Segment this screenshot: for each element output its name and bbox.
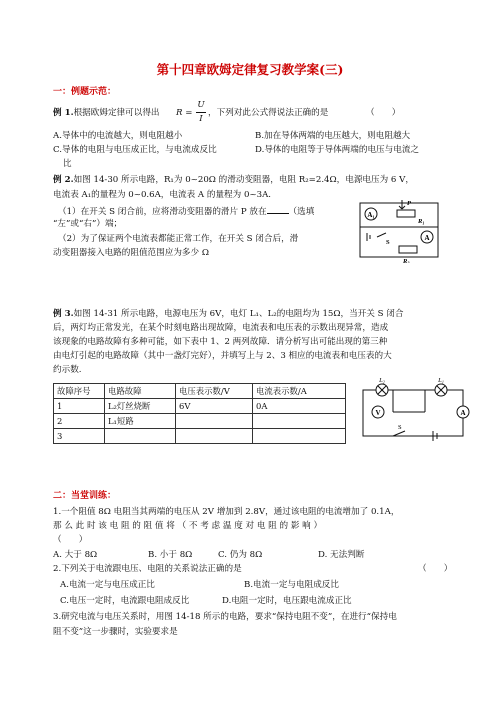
- table-row: [54, 399, 346, 414]
- table-cell: 6V: [176, 399, 253, 414]
- table-header-cell: 电压表示数/V: [176, 384, 253, 399]
- table-cell: 0A: [253, 399, 346, 414]
- option-a: A.导体中的电流越大，则电阻越小: [53, 131, 183, 141]
- lamp-l1-label: L₁: [438, 378, 444, 384]
- page-title: 第十四章欧姆定律复习教学案(三): [156, 62, 344, 77]
- circuit-diagram-14-30: [355, 197, 445, 263]
- lamp-l2-label: L₂: [379, 378, 385, 384]
- fault-table: [53, 383, 346, 444]
- table-cell: [176, 414, 253, 429]
- section-heading-examples: 一：例题示范：: [53, 87, 117, 97]
- table-row: [54, 429, 346, 444]
- question-1-bracket: （ ）: [53, 535, 88, 545]
- answer-bracket: （ ）: [366, 108, 401, 118]
- voltmeter-label: V: [375, 409, 381, 417]
- switch-s-label: S: [386, 239, 390, 246]
- formula-lhs: R =: [176, 108, 193, 118]
- table-cell: L₁短路: [105, 414, 176, 429]
- q2-option-d: D.电阻一定时，电压跟电流成正比: [222, 596, 352, 606]
- example-2-line-2: 电流表 A₁的量程为 0~0.6A，电流表 A 的量程为 0~3A.: [53, 190, 272, 200]
- question-2-stem: 2.下列关于电流跟电压、电阻的关系说法正确的是: [53, 564, 242, 574]
- example-3-line-5: 约示数.: [53, 365, 82, 375]
- formula-numerator: U: [197, 100, 205, 110]
- example-3-line-3: 该现象的电路故障有多种可能，如下表中 1、2 两列故障．请分析写出可能出现的第三种: [53, 337, 388, 347]
- option-d-continued: 比: [63, 159, 72, 169]
- example-2-question-2: （2）为了保证两个电流表都能正常工作，在开关 S 闭合后，滑: [58, 234, 299, 244]
- question-3-line-1: 3.研究电流与电压关系时，用图 14-18 所示的电路，要求“保持电阻不变”，在进行“保持电: [53, 612, 397, 622]
- q2-option-b: B.电流一定与电阻成反比: [244, 580, 339, 590]
- formula-denominator: I: [199, 114, 203, 124]
- resistor-r1-label: R₁: [418, 218, 425, 225]
- example-2-line-1: 例 2.如图 14-30 所示电路，R₁为 0~20Ω 的滑动变阻器，电阻 R₂=2.4Ω，电源电压为 6 V，: [53, 175, 414, 185]
- table-cell: [253, 429, 346, 444]
- example-3-line-4: 由电灯引起的电路故障（其中一盏灯完好），并填写上与 2、3 相应的电流表和电压表的大: [53, 351, 392, 361]
- example-3-prefix: 例 3.: [53, 309, 74, 319]
- answer-blank: [267, 205, 289, 214]
- section-heading-practice: 二：当堂训练：: [53, 491, 117, 501]
- circuit-diagram-14-31: [355, 378, 470, 444]
- question-1-line-1: 1.一个阻值 8Ω 电阻当其两端的电压从 2V 增加到 2.8V，通过该电阻的电流增加了 0.1A，: [53, 507, 400, 517]
- switch-s-label: S: [398, 424, 402, 431]
- option-c: C.导体的电阻与电压成正比，与电流成反比: [53, 145, 217, 155]
- option-d: D.导体的电阻等于导体两端的电压与电流之: [255, 145, 420, 155]
- fraction-bar: [196, 112, 206, 113]
- table-header-cell: 故障序号: [54, 384, 105, 399]
- example-2-question-1: （1）在开关 S 闭合前，应将滑动变阻器的滑片 P 放在 （选填: [58, 207, 315, 217]
- example-2-prefix: 例 2.: [53, 175, 74, 185]
- slider-p-label: P: [407, 200, 411, 207]
- table-cell: [105, 429, 176, 444]
- table-cell: 2: [54, 414, 105, 429]
- example-2-question-1-end: “左”或“右”）端；: [53, 219, 123, 229]
- table-header-cell: 电流表示数/A: [253, 384, 346, 399]
- example-1-stem: 例 1.根据欧姆定律可以得出: [53, 108, 160, 118]
- q1-option-b: B. 小于 8Ω: [148, 550, 193, 560]
- table-cell: 1: [54, 399, 105, 414]
- q2-option-a: A.电流一定与电压成正比: [60, 580, 155, 590]
- resistor-r2-label: R₂: [403, 258, 410, 263]
- question-2-bracket: （ ）: [418, 564, 453, 574]
- q2-option-c: C.电压一定时，电流跟电阻成反比: [60, 596, 190, 606]
- q1-option-d: D. 无法判断: [318, 550, 365, 560]
- example-3-line-2: 后，两灯均正常发光，在某个时刻电路出现故障，电流表和电压表的示数出现异常，造成: [53, 323, 389, 333]
- ammeter-a-label: A: [424, 234, 430, 242]
- option-b: B.加在导体两端的电压越大，则电阻越大: [255, 131, 411, 141]
- table-header-row: [54, 384, 346, 399]
- example-1-stem-end: ，下列对此公式得说法正确的是: [208, 108, 329, 118]
- ammeter-a1-label: A₁: [367, 211, 375, 219]
- example-1-prefix: 例 1.: [53, 108, 74, 118]
- question-1-line-2: 那 么 此 时 该 电 阻 的 阻 值 将 （ 不 考 虑 温 度 对 电 阻 的 影 响 ）: [53, 521, 323, 531]
- table-cell: [176, 429, 253, 444]
- table-cell: 3: [54, 429, 105, 444]
- question-3-line-2: 阻不变”这一步骤时，实验要求是: [53, 627, 178, 637]
- q1-option-a: A. 大于 8Ω: [53, 550, 98, 560]
- table-cell: [253, 414, 346, 429]
- table-row: [54, 414, 346, 429]
- example-2-question-2-end: 动变阻器接入电路的阻值范围应为多少 Ω: [53, 248, 209, 258]
- ammeter-label: A: [460, 409, 466, 417]
- table-header-cell: 电路故障: [105, 384, 176, 399]
- example-3-line-1: 例 3.如图 14-31 所示电路，电源电压为 6V，电灯 L₁、L₂的电阻均为 15Ω，当开关 S 闭合: [53, 309, 404, 319]
- table-cell: L₂灯丝烧断: [105, 399, 176, 414]
- q1-option-c: C. 仍为 8Ω: [218, 550, 263, 560]
